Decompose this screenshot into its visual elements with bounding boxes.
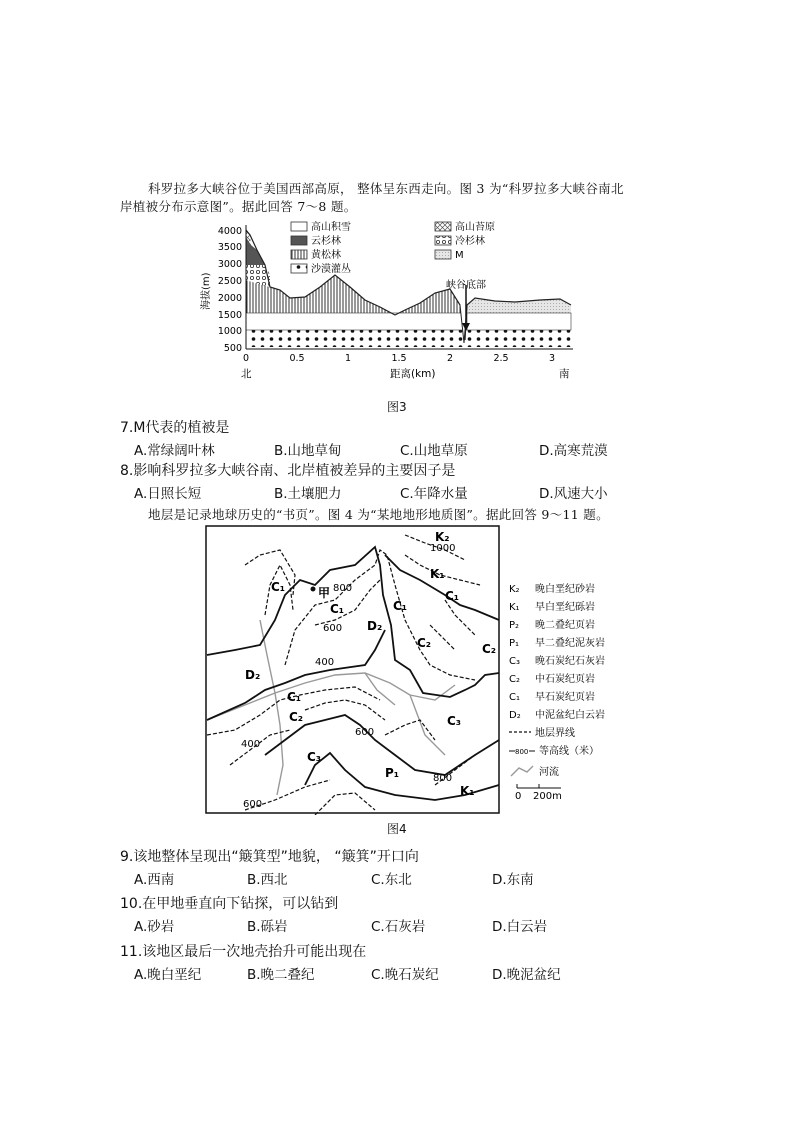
legend-symbol: D₂: [509, 710, 521, 721]
q11-stem: 11.该地区最后一次地壳抬升可能出现在: [120, 944, 367, 960]
q8-option-d[interactable]: D.风速大小: [539, 486, 608, 502]
q10-stem: 10.在甲地垂直向下钻探，可以钻到: [120, 896, 339, 912]
stratum-label: C₂: [289, 710, 304, 724]
figure-3-profile: [195, 215, 590, 387]
legend-text: 中石炭纪页岩: [535, 674, 595, 685]
contour-label: 600: [355, 727, 375, 738]
legend-river-text: 河流: [539, 767, 559, 778]
contour-label: 600: [323, 623, 343, 634]
y-tick: 1000: [217, 326, 242, 337]
stratum-label: K₁: [430, 567, 445, 581]
x-tick: 1.5: [391, 353, 407, 364]
legend-desert-shrub: 沙漠灌丛: [311, 264, 351, 275]
stratum-label: C₁: [330, 602, 345, 616]
q8-option-b[interactable]: B.土壤肥力: [274, 486, 342, 502]
legend-fir: 冷杉林: [455, 236, 485, 247]
contour-label: 800: [433, 773, 453, 784]
q8-option-a[interactable]: A.日照长短: [134, 486, 202, 502]
x-tick: 0: [242, 353, 250, 364]
x-tick: 1: [344, 353, 352, 364]
legend-symbol: C₁: [509, 692, 520, 703]
x-tick: 3: [548, 353, 556, 364]
stratum-label: C₁: [445, 589, 460, 603]
figure-4-map: [205, 525, 500, 815]
x-tick: 2: [446, 353, 454, 364]
legend-text: 晚石炭纪石灰岩: [535, 656, 605, 667]
legend-text: 早白垩纪砾岩: [535, 602, 595, 613]
q9-option-d[interactable]: D.东南: [492, 872, 534, 888]
q11-option-b[interactable]: B.晚二叠纪: [247, 967, 315, 983]
q9-option-a[interactable]: A.西南: [134, 872, 175, 888]
x-tick: 0.5: [289, 353, 305, 364]
q10-option-b[interactable]: B.砾岩: [247, 919, 288, 935]
stratum-label: C₃: [447, 714, 462, 728]
legend-symbol: P₂: [509, 620, 520, 631]
legend-symbol: C₃: [509, 656, 520, 667]
contour-label: 600: [243, 799, 263, 810]
q9-option-b[interactable]: B.西北: [247, 872, 288, 888]
y-tick: 1500: [217, 310, 242, 321]
legend-contour-text: 等高线（米）: [539, 746, 599, 757]
q10-option-a[interactable]: A.砂岩: [134, 919, 175, 935]
legend-contour-value: 800: [515, 748, 529, 756]
q11-option-d[interactable]: D.晚泥盆纪: [492, 967, 561, 983]
intro-line-2: 岸植被分布示意图”。据此回答 7～8 题。: [120, 199, 357, 214]
legend-text: 晚白垩纪砂岩: [535, 584, 595, 595]
contour-label: 400: [315, 657, 335, 668]
q8-option-c[interactable]: C.年降水量: [400, 486, 468, 502]
q7-option-d[interactable]: D.高寒荒漠: [539, 443, 608, 459]
stratum-label: C₂: [482, 642, 497, 656]
q7-option-a[interactable]: A.常绿阔叶林: [134, 443, 215, 459]
stratum-label: P₁: [385, 766, 400, 780]
figure-4-caption: 图4: [387, 822, 407, 836]
y-tick: 500: [223, 343, 242, 354]
legend-symbol: K₂: [509, 584, 520, 595]
y-tick: 3500: [217, 242, 242, 253]
x-tick-labels: [243, 353, 555, 364]
legend-boundary-text: 地层界线: [535, 728, 575, 739]
q10-option-d[interactable]: D.白云岩: [492, 919, 548, 935]
legend-spruce: 云杉林: [311, 236, 341, 247]
stratum-label: D₂: [245, 668, 261, 682]
legend-yellow-pine: 黄松林: [311, 250, 341, 261]
figure-3-caption: 图3: [387, 400, 407, 414]
x-axis-label: 距离(km): [390, 368, 436, 380]
south-label: 南: [559, 368, 570, 380]
intro-line-1: 科罗拉多大峡谷位于美国西部高原， 整体呈东西走向。图 3 为“科罗拉多大峡谷南北: [148, 181, 624, 196]
stratum-label: C₁: [393, 599, 408, 613]
y-axis-label: 海拔(m): [201, 272, 212, 310]
stratum-label: C₁: [287, 690, 302, 704]
point-jia-label: 甲: [318, 586, 331, 600]
y-tick: 3000: [217, 259, 242, 270]
x-tick: 2.5: [493, 353, 509, 364]
stratum-label: C₂: [417, 636, 432, 650]
stratum-label: K₁: [460, 784, 475, 798]
q9-stem: 9.该地整体呈现出“簸箕型”地貌， “簸箕”开口向: [120, 849, 419, 865]
north-label: 北: [241, 368, 252, 380]
contour-label: 400: [241, 739, 261, 750]
q7-option-c[interactable]: C.山地草原: [400, 443, 468, 459]
legend-snow: 高山积雪: [311, 222, 351, 233]
q9-option-c[interactable]: C.东北: [371, 872, 412, 888]
legend-text: 晚二叠纪页岩: [535, 620, 595, 631]
y-tick: 2500: [217, 276, 242, 287]
legend-tundra: 高山苔原: [455, 222, 495, 233]
legend-symbol: P₁: [509, 638, 520, 649]
scale-zero: 0: [515, 791, 522, 802]
legend-text: 早石炭纪页岩: [535, 692, 595, 703]
desert-shrub-band: [246, 330, 571, 347]
y-tick: 2000: [217, 293, 242, 304]
q11-option-c[interactable]: C.晚石炭纪: [371, 967, 439, 983]
intro-2: 地层是记录地球历史的“书页”。图 4 为“某地地形地质图”。据此回答 9～11 题。: [148, 507, 609, 522]
contour-label: 800: [333, 583, 353, 594]
scale-label: 200m: [533, 791, 562, 802]
q7-stem: 7.M代表的植被是: [120, 420, 230, 436]
stratum-label: C₁: [271, 580, 286, 594]
legend-text: 中泥盆纪白云岩: [535, 710, 605, 721]
q8-stem: 8.影响科罗拉多大峡谷南、北岸植被差异的主要因子是: [120, 463, 456, 479]
q10-option-c[interactable]: C.石灰岩: [371, 919, 426, 935]
q7-option-b[interactable]: B.山地草甸: [274, 443, 342, 459]
q11-option-a[interactable]: A.晚白垩纪: [134, 967, 202, 983]
legend-symbol: K₁: [509, 602, 520, 613]
y-tick-labels: [218, 226, 242, 354]
stratum-label: K₂: [435, 530, 450, 544]
point-jia-marker: [311, 587, 316, 592]
legend-text: 早二叠纪泥灰岩: [535, 638, 605, 649]
stratum-label: C₃: [307, 750, 322, 764]
stratum-label: D₂: [367, 619, 383, 633]
y-tick: 4000: [217, 226, 242, 237]
figure-3-legend: [291, 220, 495, 275]
canyon-bottom-label: 峡谷底部: [446, 280, 486, 291]
figure-4-legend: [505, 580, 655, 810]
legend-symbol: C₂: [509, 674, 520, 685]
legend-m: M: [455, 250, 464, 261]
contour-label: 1000: [430, 543, 456, 554]
